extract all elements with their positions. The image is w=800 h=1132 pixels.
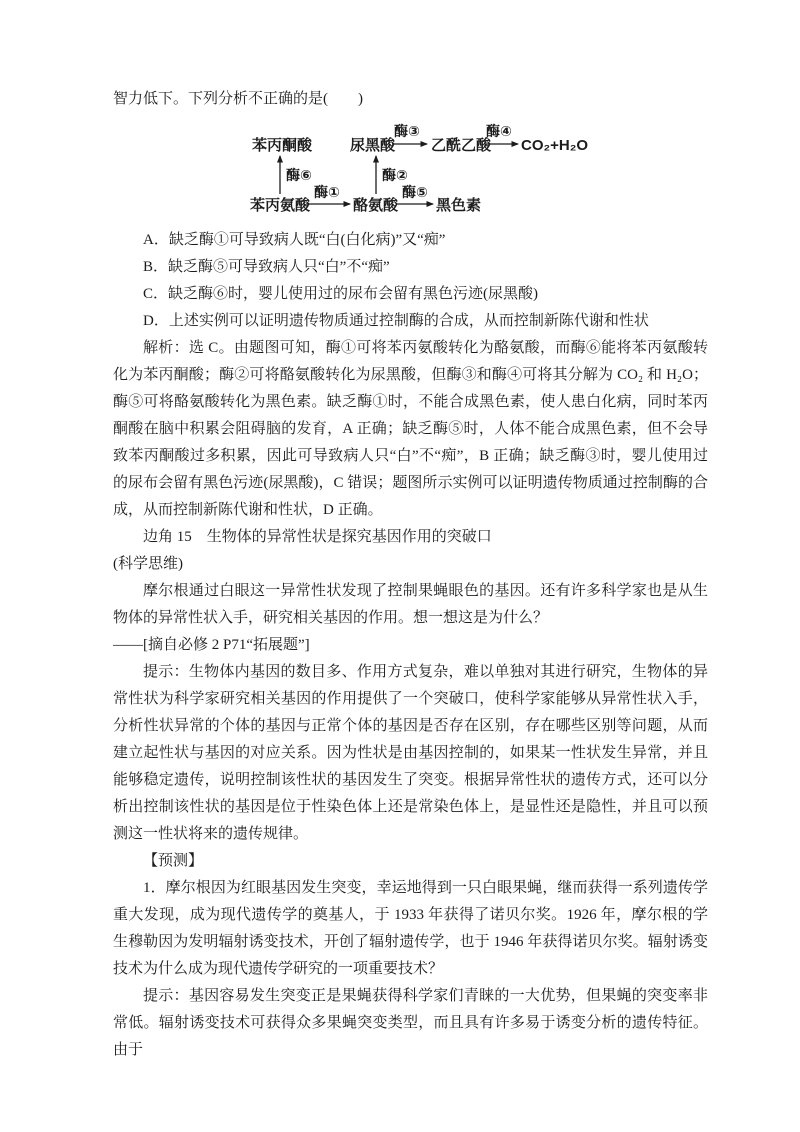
label-enzyme-1: 酶① [314, 184, 340, 200]
node-acetoacetic-acid: 乙酰乙酸 [431, 137, 492, 154]
analysis-paragraph: 解析：选 C。由题图可知，酶①可将苯丙氨酸转化为酪氨酸，而酶⑥能将苯丙氨酸转化为苯丙酮酸；酶②可将酪氨酸转化为尿黑酸，但酶③和酶④可将其分解为 CO₂ 和 H₂O；酶⑤可将酪氨酸转化为黑色素。缺乏酶①时，不能合成黑色素，使人患白化病，同时苯丙酮酸在脑中积累会阻碍脑的发育，A 正确；缺乏酶⑤时，人体不能合成黑色素，但不会导致苯丙酮酸过多积累，因此可导致病人只“白”不“痴”，B 正确；缺乏酶③时，婴儿使用过的尿布会留有黑色污迹(尿黑酸)，C 错误；题图所示实例可以证明遗传物质通过控制酶的合成，从而控制新陈代谢和性状，D 正确。 [113, 340, 708, 518]
node-melanin: 黑色素 [436, 197, 482, 214]
label-enzyme-5: 酶⑤ [402, 184, 428, 200]
metabolic-pathway-diagram [248, 123, 588, 219]
pathway-svg [248, 123, 588, 219]
label-enzyme-3: 酶③ [394, 123, 420, 139]
label-enzyme-6: 酶⑥ [286, 167, 312, 183]
label-enzyme-4: 酶④ [486, 123, 512, 139]
source-citation: ——[摘自必修 2 P71“拓展题”] [113, 637, 310, 653]
node-co2-h2o: CO₂+H₂O [521, 137, 588, 154]
option-b: B．缺乏酶⑤可导致病人只“白”不“痴” [143, 259, 390, 275]
option-c: C．缺乏酶⑥时，婴儿使用过的尿布会留有黑色污迹(尿黑酸) [143, 286, 538, 302]
node-tyrosine: 酪氨酸 [353, 197, 399, 214]
corner-subtitle: (科学思维) [113, 556, 183, 572]
forecast-question-1: 1．摩尔根因为红眼基因发生突变，幸运地得到一只白眼果蝇，继而获得一系列遗传学重大发现，成为现代遗传学的奠基人，于 1933 年获得了诺贝尔奖。1926 年，摩尔根的学生穆勒因为发明辐射诱变技术，开创了辐射遗传学，也于 1946 年获得诺贝尔奖。辐射诱变技术为什么成为现代遗传学研究的一项重要技术？ [113, 880, 708, 977]
forecast-tip-1: 提示：基因容易发生突变正是果蝇获得科学家们青睐的一大优势，但果蝇的突变率非常低。辐射诱变技术可获得众多果蝇突变类型，而且具有许多易于诱变分析的遗传特征。由于 [113, 988, 708, 1058]
node-phenylpyruvic-acid: 苯丙酮酸 [252, 137, 313, 154]
corner-section-title: 边角 15 生物体的异常性状是探究基因作用的突破口 [143, 529, 492, 545]
corner-question: 摩尔根通过白眼这一异常性状发现了控制果蝇眼色的基因。还有许多科学家也是从生物体的异常性状入手，研究相关基因的作用。想一想这是为什么？ [113, 583, 708, 626]
node-phenylalanine: 苯丙氨酸 [250, 197, 311, 214]
node-homogentisic-acid: 尿黑酸 [350, 137, 396, 154]
option-d: D．上述实例可以证明遗传物质通过控制酶的合成，从而控制新陈代谢和性状 [143, 313, 649, 329]
forecast-heading: 【预测】 [143, 853, 204, 869]
label-enzyme-2: 酶② [382, 167, 408, 183]
corner-tip: 提示：生物体内基因的数目多、作用方式复杂，难以单独对其进行研究，生物体的异常性状为科学家研究相关基因的作用提供了一个突破口，使科学家能够从异常性状入手，分析性状异常的个体的基因与正常个体的基因是否存在区别，存在哪些区别等问题，从而建立起性状与基因的对应关系。因为性状是由基因控制的，如果某一性状发生异常，并且能够稳定遗传，说明控制该性状的基因发生了突变。根据异常性状的遗传方式，还可以分析出控制该性状的基因是位于性染色体上还是常染色体上，是显性还是隐性，并且可以预测这一性状将来的遗传规律。 [113, 664, 708, 842]
intro-line: 智力低下。下列分析不正确的是( ) [113, 91, 363, 107]
option-a: A．缺乏酶①可导致病人既“白(白化病)”又“痴” [143, 232, 446, 248]
